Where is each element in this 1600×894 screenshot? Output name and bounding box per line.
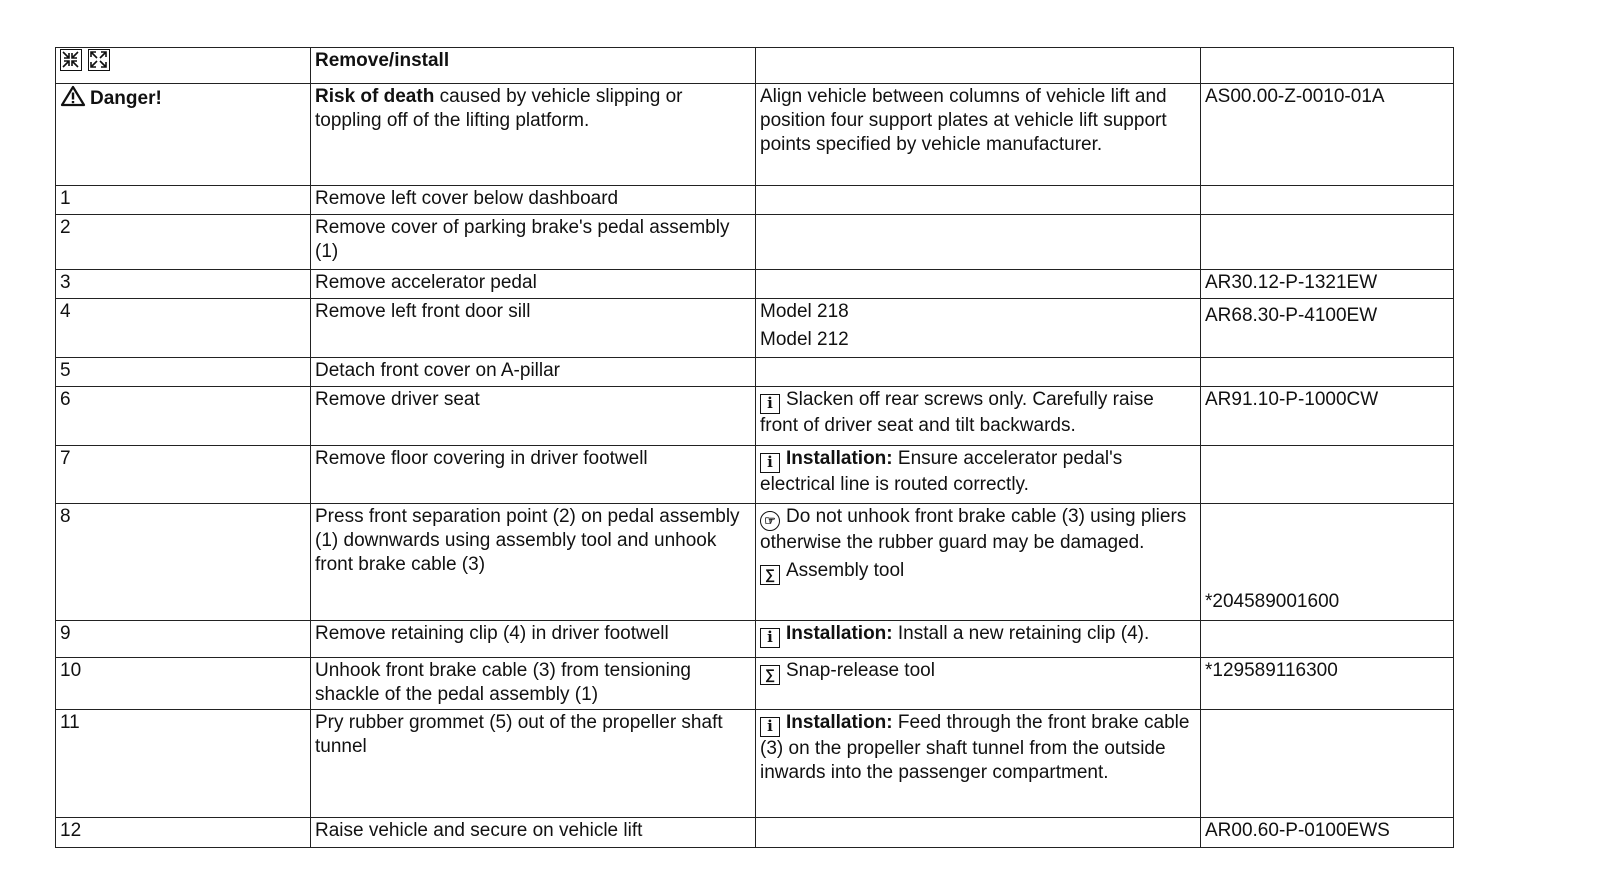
step-note	[756, 621, 1201, 658]
danger-label: Danger!	[90, 88, 162, 109]
installation-label: Installation:	[786, 448, 893, 469]
step-action: Detach front cover on A-pillar	[311, 358, 756, 387]
step-number: 9	[56, 621, 311, 658]
tool-icon: ∑	[760, 565, 780, 585]
step-ref	[1201, 299, 1454, 358]
info-icon: i	[760, 628, 780, 648]
step-note-text: Install a new retaining clip (4).	[892, 623, 1150, 644]
installation-label: Installation:	[786, 712, 893, 733]
info-icon: i	[760, 453, 780, 473]
model-212-note: Model 212	[760, 329, 849, 350]
step-number: 5	[56, 358, 311, 387]
installation-label: Installation:	[786, 623, 893, 644]
step-action: Remove accelerator pedal	[311, 270, 756, 299]
step-note	[756, 387, 1201, 446]
procedure-table	[55, 47, 1454, 848]
tool-icon: ∑	[760, 665, 780, 685]
step-ref	[1201, 358, 1454, 387]
table-row	[56, 186, 1454, 215]
danger-risk-text: caused by vehicle slipping or toppling off of the lifting platform.	[315, 86, 683, 131]
header-icons-cell	[56, 48, 311, 84]
step-note	[756, 186, 1201, 215]
step-action: Pry rubber grommet (5) out of the propeller shaft tunnel	[311, 710, 756, 818]
header-row	[56, 48, 1454, 84]
step-note	[756, 299, 1201, 358]
step-action: Remove retaining clip (4) in driver footwell	[311, 621, 756, 658]
step-ref	[1201, 446, 1454, 504]
table-row	[56, 710, 1454, 818]
step-number: 6	[56, 387, 311, 446]
step-action: Remove left cover below dashboard	[311, 186, 756, 215]
table-row	[56, 215, 1454, 270]
table-row	[56, 504, 1454, 621]
model-218-note: Model 218	[760, 301, 849, 322]
step-note	[756, 658, 1201, 710]
danger-cell	[56, 84, 311, 186]
step-action: Remove driver seat	[311, 387, 756, 446]
step-number: 12	[56, 818, 311, 848]
step-number: 10	[56, 658, 311, 710]
info-icon: i	[760, 394, 780, 414]
step-ref: AR30.12-P-1321EW	[1201, 270, 1454, 299]
step-note	[756, 215, 1201, 270]
step-number: 2	[56, 215, 311, 270]
tool-label: Snap-release tool	[786, 660, 935, 681]
step-number: 3	[56, 270, 311, 299]
table-row	[56, 270, 1454, 299]
step-ref	[1201, 621, 1454, 658]
remove-icon	[60, 49, 82, 71]
ref-model-212: AR68.30-P-4100EW	[1205, 305, 1378, 326]
notice-line	[760, 505, 1196, 555]
step-note-text: Ensure accelerator pedal's electrical line is routed correctly.	[760, 448, 1123, 495]
info-icon: i	[760, 717, 780, 737]
table-row	[56, 299, 1454, 358]
table-row	[56, 621, 1454, 658]
step-action: Press front separation point (2) on pedal assembly (1) downwards using assembly tool and unhook front brake cable (3)	[311, 504, 756, 621]
step-action: Raise vehicle and secure on vehicle lift	[311, 818, 756, 848]
step-action: Remove cover of parking brake's pedal assembly (1)	[311, 215, 756, 270]
tool-ref: *204589001600	[1205, 591, 1340, 612]
step-ref	[1201, 215, 1454, 270]
step-ref: AR00.60-P-0100EWS	[1201, 818, 1454, 848]
danger-risk-cell	[311, 84, 756, 186]
step-note	[756, 358, 1201, 387]
danger-row	[56, 84, 1454, 186]
step-note	[756, 270, 1201, 299]
table-row	[56, 358, 1454, 387]
step-ref	[1201, 186, 1454, 215]
table-row	[56, 818, 1454, 848]
table-row	[56, 658, 1454, 710]
step-number: 1	[56, 186, 311, 215]
header-title: Remove/install	[311, 48, 756, 84]
step-ref: *129589116300	[1201, 658, 1454, 710]
step-note	[756, 818, 1201, 848]
step-note	[756, 504, 1201, 621]
warning-triangle-icon	[60, 85, 86, 107]
step-number: 11	[56, 710, 311, 818]
step-note	[756, 710, 1201, 818]
notice-icon: ☞	[760, 511, 780, 531]
header-empty-4	[1201, 48, 1454, 84]
step-note	[756, 446, 1201, 504]
step-note-text: Do not unhook front brake cable (3) using pliers otherwise the rubber guard may be damaged.	[760, 506, 1187, 553]
danger-risk-bold: Risk of death	[315, 86, 435, 107]
step-action: Remove floor covering in driver footwell	[311, 446, 756, 504]
step-action: Remove left front door sill	[311, 299, 756, 358]
step-number: 4	[56, 299, 311, 358]
step-ref	[1201, 504, 1454, 621]
danger-instruction: Align vehicle between columns of vehicle lift and position four support plates at vehicle lift support points specified by vehicle manufacturer.	[756, 84, 1201, 186]
step-ref: AR91.10-P-1000CW	[1201, 387, 1454, 446]
step-note-text: Slacken off rear screws only. Carefully raise front of driver seat and tilt backwards.	[760, 389, 1154, 436]
step-note-text: Feed through the front brake cable (3) on the propeller shaft tunnel from the outside inwards into the passenger compartment.	[760, 712, 1190, 783]
step-number: 7	[56, 446, 311, 504]
step-action: Unhook front brake cable (3) from tensioning shackle of the pedal assembly (1)	[311, 658, 756, 710]
danger-ref: AS00.00-Z-0010-01A	[1201, 84, 1454, 186]
step-number: 8	[56, 504, 311, 621]
install-icon	[88, 49, 110, 71]
header-empty-3	[756, 48, 1201, 84]
table-row	[56, 387, 1454, 446]
step-ref	[1201, 710, 1454, 818]
tool-line	[760, 559, 1196, 585]
tool-label: Assembly tool	[786, 560, 905, 581]
table-row	[56, 446, 1454, 504]
